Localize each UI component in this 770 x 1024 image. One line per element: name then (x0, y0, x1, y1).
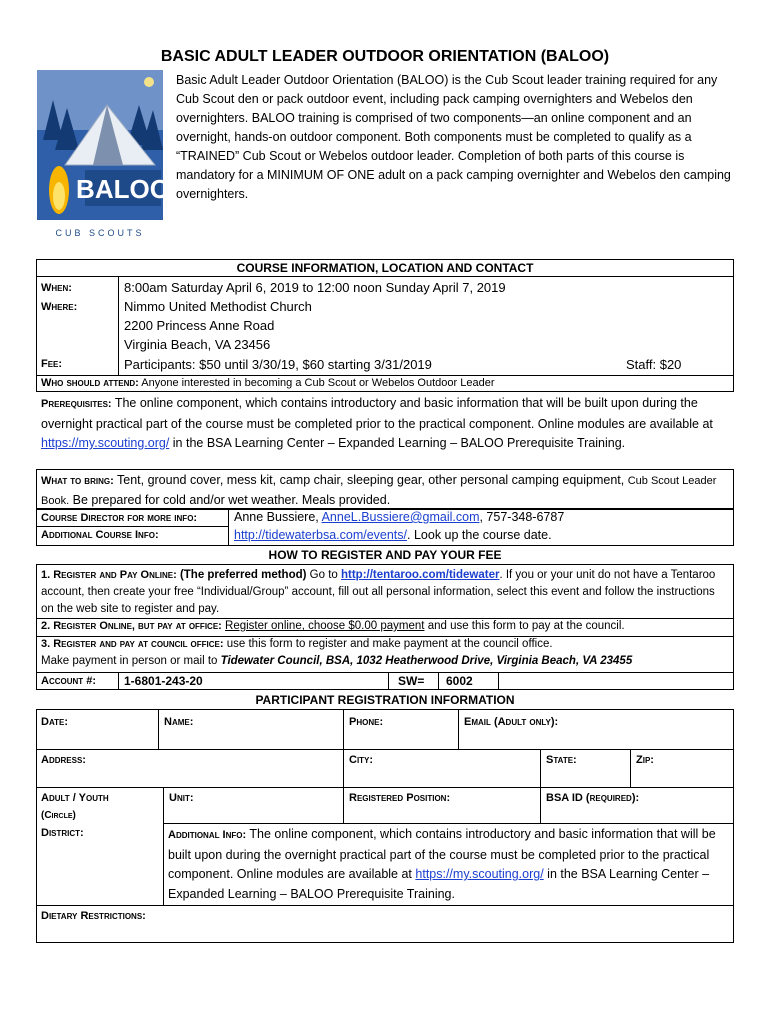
director-contact (234, 510, 564, 524)
bring-text-2: Cub Scout Leader Book. (41, 475, 717, 507)
director-label: Course Director for more info: (41, 512, 198, 524)
date-field[interactable]: Date: (41, 716, 69, 728)
state-field[interactable]: State: (546, 754, 577, 766)
where-line-1: Nimmo United Methodist Church (124, 299, 312, 314)
bring-paragraph (41, 471, 731, 511)
when-label: When: (41, 282, 72, 294)
circle-note: (Circle) (41, 810, 76, 821)
option-2-text: and use this form to pay at the council. (427, 620, 625, 632)
option-1-go: Go to (309, 569, 338, 581)
option-2-label: 2. Register Online, but pay at office: (41, 620, 222, 632)
register-option-1 (41, 567, 729, 618)
account-number: 1-6801-243-20 (124, 674, 203, 688)
where-label: Where: (41, 301, 78, 313)
phone-field[interactable]: Phone: (349, 716, 384, 728)
camp-logo-icon (37, 70, 163, 242)
participant-additional-info (168, 825, 730, 904)
participant-addl-text-2: in the BSA Learning Center – Expanded Learning – BALOO Prerequisite Training. (168, 867, 710, 901)
director-phone: , 757-348-6787 (479, 510, 565, 524)
page-title: BASIC ADULT LEADER OUTDOOR ORIENTATION (BALOO) (160, 48, 610, 65)
prereq-paragraph (41, 394, 731, 454)
bring-text-3: Be prepared for cold and/or wet weather. Meals provided. (72, 493, 391, 507)
mail-instructions (41, 655, 632, 667)
bring-label: What to bring: (41, 475, 114, 487)
district-field[interactable]: District: (41, 827, 84, 839)
logo-brand: CUB SCOUTS (55, 228, 145, 238)
events-link[interactable]: http://tidewaterbsa.com/events/ (234, 528, 408, 542)
prereq-label: Prerequisites: (41, 398, 112, 410)
director-email[interactable]: AnneL.Bussiere@gmail.com (321, 510, 480, 524)
adult-youth-field[interactable]: Adult / Youth (41, 792, 109, 804)
zip-field[interactable]: Zip: (636, 754, 654, 766)
where-line-3: Virginia Beach, VA 23456 (124, 337, 271, 352)
participant-addl-link[interactable]: https://my.scouting.org/ (415, 867, 544, 881)
staff-fee: Staff: $20 (626, 357, 682, 372)
bsa-id-field[interactable]: BSA ID (required): (546, 792, 640, 804)
additional-info-text: . Look up the course date. (407, 528, 552, 542)
intro-paragraph: Basic Adult Leader Outdoor Orientation (BALOO) is the Cub Scout leader training required for any Cub Scout den or pack outdoor event, including pack camping overnighters and Webelos den overnighters. BALOO training is comprised of two components—an online component and an overnight, hands-on outdoor component. Both components must be completed to qualify as a “TRAINED” Cub Scout or Webelos outdoor leader. Completion of both parts of this course is mandatory for a MINIMUM OF ONE adult on a pack camping overnighter and Webelos den camping overnighters. (176, 73, 731, 201)
register-option-3 (41, 638, 553, 650)
participant-addl-label: Additional Info: (168, 829, 247, 841)
prereq-text-2: in the BSA Learning Center – Expanded Learning – BALOO Prerequisite Training. (172, 436, 626, 450)
additional-info-label: Additional Course Info: (41, 529, 159, 541)
participant-header: PARTICIPANT REGISTRATION INFORMATION (255, 693, 515, 707)
director-name: Anne Bussiere, (234, 510, 319, 524)
baloo-logo (37, 70, 163, 242)
option-1-preferred: (The preferred method) (179, 569, 307, 581)
mail-address: Tidewater Council, BSA, 1032 Heatherwood Drive, Virginia Beach, VA 23455 (220, 655, 633, 667)
option-3-text: use this form to register and make payment at the council office. (226, 638, 553, 650)
who-row (41, 377, 495, 389)
where-line-2: 2200 Princess Anne Road (124, 318, 275, 333)
when-value: 8:00am Saturday April 6, 2019 to 12:00 noon Sunday April 7, 2019 (124, 280, 506, 295)
email-field[interactable]: Email (Adult only): (464, 716, 559, 728)
additional-info (234, 528, 552, 542)
register-header: HOW TO REGISTER AND PAY YOUR FEE (268, 548, 502, 562)
address-field[interactable]: Address: (41, 754, 86, 766)
who-label: Who should attend: (41, 377, 139, 389)
course-info-header: COURSE INFORMATION, LOCATION AND CONTACT (236, 261, 534, 275)
sw-value: 6002 (446, 674, 473, 688)
unit-field[interactable]: Unit: (169, 792, 194, 804)
option-1-text: . If you or your unit do not have a Tentaroo account, then create your free “Individual/Group” account, fill out all personal information, select this event and follow the instructions on the web site to register and pay. (41, 569, 716, 615)
prereq-text-1: The online component, which contains introductory and basic information that will be built upon during the overnight practical part of the course must be completed prior to the practical component. Online modules are available at (41, 396, 713, 431)
bring-text-1: Tent, ground cover, mess kit, camp chair, sleeping gear, other personal camping equipment, (117, 473, 625, 487)
who-value: Anyone interested in becoming a Cub Scout or Webelos Outdoor Leader (141, 377, 495, 389)
dietary-field[interactable]: Dietary Restrictions: (41, 910, 146, 922)
name-field[interactable]: Name: (164, 716, 194, 728)
position-field[interactable]: Registered Position: (349, 792, 451, 804)
logo-word: BALOO (76, 174, 163, 204)
account-label: Account #: (41, 675, 96, 687)
fee-value: Participants: $50 until 3/30/19, $60 starting 3/31/2019 (124, 357, 432, 372)
option-2-underlined: Register online, choose $0.00 payment (225, 620, 425, 632)
participant-addl-text-1: The online component, which contains introductory and basic information that will be built upon during the overnight practical part of the course must be completed prior to the practical component. Online modules are available at (168, 827, 716, 881)
register-option-2 (41, 620, 625, 632)
sw-label: SW= (398, 674, 425, 688)
option-1-label: 1. Register and Pay Online: (41, 569, 177, 581)
tentaroo-link[interactable]: http://tentaroo.com/tidewater (341, 569, 500, 581)
option-3-label: 3. Register and pay at council office: (41, 638, 224, 650)
city-field[interactable]: City: (349, 754, 374, 766)
prereq-link[interactable]: https://my.scouting.org/ (41, 436, 170, 450)
mail-text: Make payment in person or mail to (41, 655, 218, 667)
fee-label: Fee: (41, 358, 63, 370)
